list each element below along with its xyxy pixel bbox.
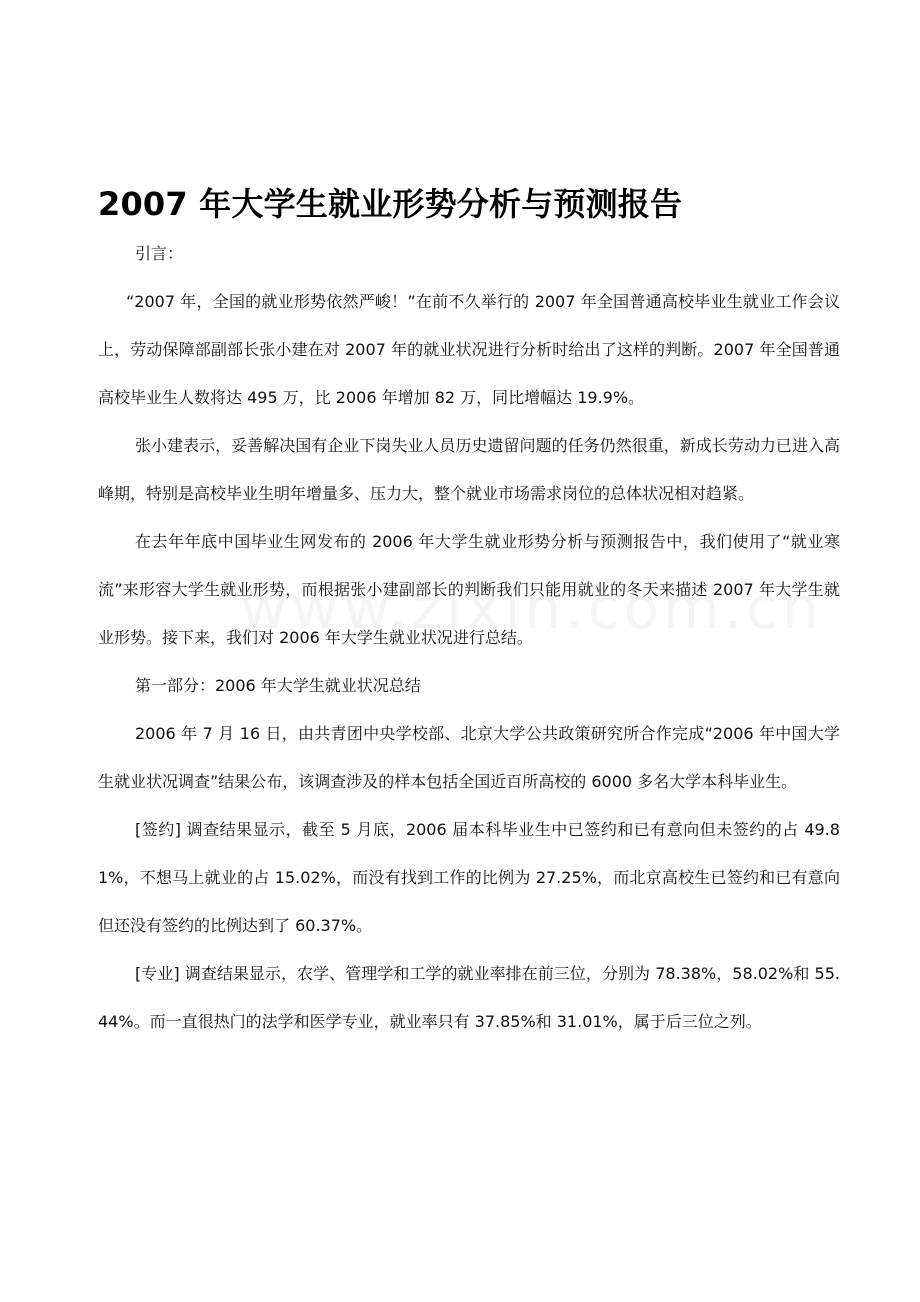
paragraph-intro-label: 引言： [135,244,184,263]
paragraph-signing: [签约] 调查结果显示，截至 5 月底，2006 届本科毕业生中已签约和已有意向但未签约的占 49.81%，不想马上就业的占 15.02%，而没有找到工作的比例为 27.25%，而北京高校生已签约和已有意向但还没有签约的比例达到了 60.37%。 [98,820,840,935]
paragraph-major: [专业] 调查结果显示，农学、管理学和工学的就业率排在前三位，分别为 78.38%，58.02%和 55.44%。而一直很热门的法学和医学专业，就业率只有 37.85%和 31.01%，属于后三位之列。 [98,964,840,1031]
document-body [98,230,840,1046]
document-title: 2007 年大学生就业形势分析与预测报告 [98,185,683,223]
paragraph-report-context: 在去年年底中国毕业生网发布的 2006 年大学生就业形势分析与预测报告中，我们使用了“就业寒流”来形容大学生就业形势，而根据张小建副部长的判断我们只能用就业的冬天来描述 2007 年大学生就业形势。接下来，我们对 2006 年大学生就业状况进行总结。 [98,532,840,647]
paragraph-quote: “2007 年，全国的就业形势依然严峻！”在前不久举行的 2007 年全国普通高校毕业生就业工作会议上，劳动保障部副部长张小建在对 2007 年的就业状况进行分析时给出了这样的判断。2007 年全国普通高校毕业生人数将达 495 万，比 2006 年增加 82 万，同比增幅达 19.9%。 [98,292,840,407]
paragraph-zhang-statement: 张小建表示，妥善解决国有企业下岗失业人员历史遗留问题的任务仍然很重，新成长劳动力已进入高峰期，特别是高校毕业生明年增量多、压力大，整个就业市场需求岗位的总体状况相对趋紧。 [98,436,840,503]
paragraph-survey: 2006 年 7 月 16 日，由共青团中央学校部、北京大学公共政策研究所合作完成“2006 年中国大学生就业状况调查”结果公布，该调查涉及的样本包括全国近百所高校的 6000 多名大学本科毕业生。 [98,724,840,791]
section-heading-part-one: 第一部分：2006 年大学生就业状况总结 [135,676,421,695]
